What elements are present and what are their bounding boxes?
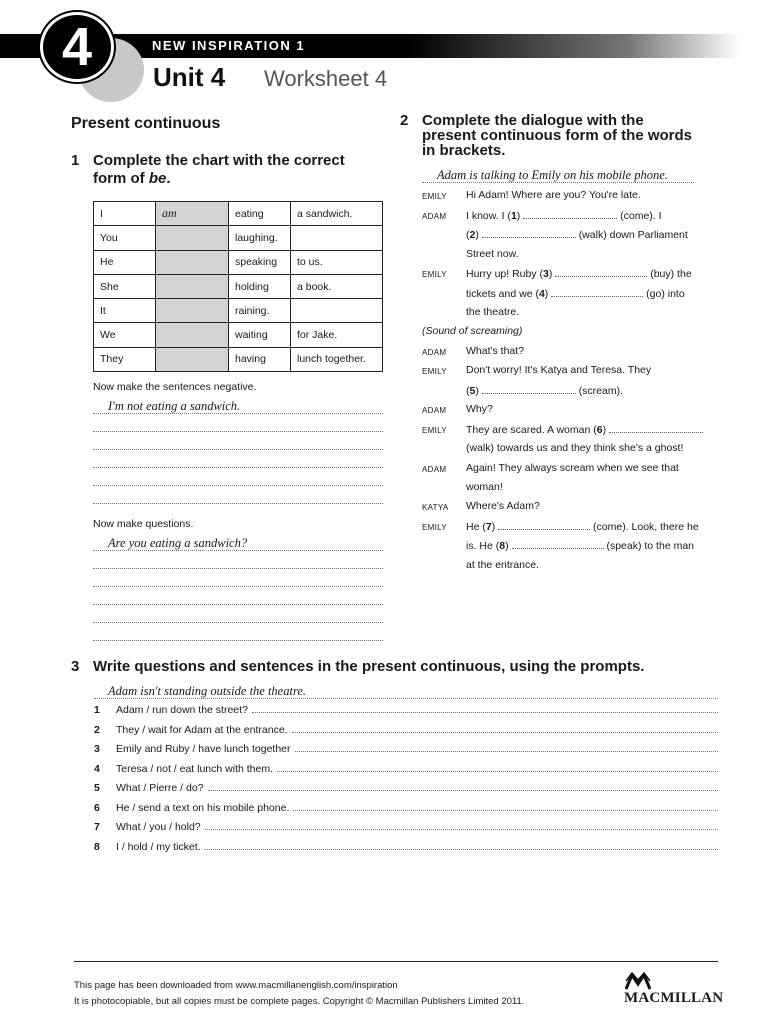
chart-be-cell[interactable] xyxy=(156,323,229,347)
answer-line[interactable] xyxy=(295,744,718,752)
gap-blank-3[interactable] xyxy=(555,267,647,277)
exercise2-instruction-text: Complete the dialogue with the present continuous form of the words in brackets. xyxy=(422,112,693,159)
dialogue-text: ) xyxy=(505,540,509,552)
chart-object-cell: lunch together. xyxy=(291,347,383,371)
example-underline xyxy=(94,698,718,699)
dialogue-text: (come). Look, there he xyxy=(593,521,699,533)
gap-blank-1[interactable] xyxy=(523,209,617,219)
exercise3-item xyxy=(94,802,718,814)
chart-be-cell[interactable] xyxy=(156,226,229,250)
exercise1-instruction xyxy=(71,152,351,188)
chart-be-cell[interactable] xyxy=(156,299,229,323)
dialogue-line xyxy=(466,520,699,533)
dialogue-line xyxy=(466,209,662,222)
dialogue-intro: Adam is talking to Emily on his mobile phone. xyxy=(437,168,668,182)
exercise1-instruction-suffix: . xyxy=(166,170,171,187)
speaker-label: ADAM xyxy=(422,465,447,474)
dialogue-line: Again! They always scream when we see that xyxy=(466,462,679,474)
chart-verb-cell: raining. xyxy=(229,299,291,323)
dialogue-text: I know. I ( xyxy=(466,210,511,222)
answer-line[interactable] xyxy=(252,705,718,713)
chart-row xyxy=(94,299,383,323)
item-prompt: I / hold / my ticket. xyxy=(116,840,201,853)
dialogue-text: (buy) the xyxy=(650,268,692,280)
chart-subject-cell: They xyxy=(94,347,156,371)
exercise3-item xyxy=(94,782,718,794)
gap-number: 7 xyxy=(485,521,492,533)
item-prompt: What / you / hold? xyxy=(116,821,201,833)
dialogue-text: is. He ( xyxy=(466,540,500,552)
chart-be-cell[interactable] xyxy=(156,250,229,274)
answer-line[interactable] xyxy=(93,586,383,587)
dialogue-text: (go) into xyxy=(646,288,685,300)
chart-object-cell: for Jake. xyxy=(291,323,383,347)
dialogue-text: ) xyxy=(475,385,479,397)
gap-blank-8[interactable] xyxy=(512,539,604,549)
dialogue-line: Don't worry! It's Katya and Teresa. They xyxy=(466,364,652,376)
dialogue-text: ( xyxy=(466,229,470,241)
gap-number: 3 xyxy=(543,268,549,280)
dialogue-text: ) xyxy=(475,229,479,241)
dialogue-text: ) xyxy=(544,288,549,300)
exercise3-instruction-text: Write questions and sentences in the present continuous, using the prompts. xyxy=(93,658,645,675)
speaker-label: EMILY xyxy=(422,523,447,532)
item-number: 6 xyxy=(94,801,100,814)
gap-blank-7[interactable] xyxy=(498,520,590,530)
dialogue-line: Hi Adam! Where are you? You're late. xyxy=(466,189,641,201)
gap-blank-2[interactable] xyxy=(482,228,576,238)
chart-object-cell: a book. xyxy=(291,274,383,298)
answer-line[interactable] xyxy=(293,803,718,811)
negative-instruction: Now make the sentences negative. xyxy=(93,381,257,393)
dialogue-line xyxy=(466,423,703,436)
speaker-label: ADAM xyxy=(422,348,447,357)
dialogue-text: ) xyxy=(602,424,607,436)
dialogue-line xyxy=(466,267,692,280)
exercise3-example: Adam isn't standing outside the theatre. xyxy=(108,684,307,698)
chart-object-cell: a sandwich. xyxy=(291,202,383,226)
chart-verb-cell: eating xyxy=(229,202,291,226)
dialogue-line xyxy=(466,228,688,241)
series-name: NEW INSPIRATION 1 xyxy=(152,38,306,53)
gap-number: 2 xyxy=(469,229,476,241)
gap-blank-4[interactable] xyxy=(551,287,643,297)
dialogue-text: ( xyxy=(466,385,470,397)
dialogue-text: ) xyxy=(548,268,553,280)
answer-line[interactable] xyxy=(93,413,383,414)
dialogue-text: (come). I xyxy=(620,210,662,222)
dialogue-line xyxy=(466,539,694,552)
exercise3-item xyxy=(94,821,718,833)
item-prompt: What / Pierre / do? xyxy=(116,782,204,794)
chart-subject-cell: You xyxy=(94,226,156,250)
answer-line[interactable] xyxy=(93,503,383,504)
gap-number: 1 xyxy=(510,210,517,222)
answer-line[interactable] xyxy=(93,431,383,432)
item-prompt: He / send a text on his mobile phone. xyxy=(116,801,290,814)
answer-line[interactable] xyxy=(93,568,383,569)
macmillan-logo-text: MACMILLAN xyxy=(624,990,724,1006)
questions-instruction: Now make questions. xyxy=(93,518,194,530)
questions-example: Are you eating a sandwich? xyxy=(108,536,248,550)
answer-line[interactable] xyxy=(205,822,718,830)
answer-line[interactable] xyxy=(93,622,383,623)
chart-verb-cell: waiting xyxy=(229,323,291,347)
exercise3-item xyxy=(94,724,718,736)
dialogue-text: ) xyxy=(491,521,496,533)
item-number: 2 xyxy=(94,723,100,736)
gap-number: 6 xyxy=(596,424,603,436)
answer-line[interactable] xyxy=(205,842,718,850)
unit-title: Unit 4 xyxy=(153,62,226,92)
dialogue-line: at the entrance. xyxy=(466,559,539,571)
chart-object-cell xyxy=(291,299,383,323)
item-number: 1 xyxy=(94,704,100,716)
chart-subject-cell: He xyxy=(94,250,156,274)
dialogue-text: (speak) to the man xyxy=(606,540,694,552)
exercise3-number: 3 xyxy=(71,658,80,675)
dialogue-text: They are scared. A woman ( xyxy=(466,424,597,436)
dialogue-text: He ( xyxy=(466,521,486,533)
speaker-label: ADAM xyxy=(422,406,447,415)
answer-line[interactable] xyxy=(93,604,383,605)
exercise2-number: 2 xyxy=(400,112,409,129)
dialogue-line: Street now. xyxy=(466,248,519,260)
exercise1-instruction-word: be xyxy=(148,170,167,187)
speaker-label: ADAM xyxy=(422,212,447,221)
dialogue-text: tickets and we ( xyxy=(466,288,539,300)
dialogue-line: (walk) towards us and they think she's a ghost! xyxy=(466,442,684,454)
exercise3-item xyxy=(94,743,718,755)
dialogue-text: ) xyxy=(516,210,521,222)
chart-verb-cell: having xyxy=(229,347,291,371)
exercise3-item xyxy=(94,841,718,853)
be-chart xyxy=(93,201,383,372)
item-number: 4 xyxy=(94,762,100,775)
answer-line[interactable] xyxy=(93,550,383,551)
exercise2-instruction xyxy=(400,113,700,158)
chart-verb-cell: holding xyxy=(229,274,291,298)
unit-number-badge: 4 xyxy=(40,12,114,82)
exercise1-number: 1 xyxy=(71,152,80,169)
section-title: Present continuous xyxy=(71,115,221,132)
chart-verb-cell: speaking xyxy=(229,250,291,274)
speaker-label: KATYA xyxy=(422,503,449,512)
stage-direction: (Sound of screaming) xyxy=(422,325,523,337)
exercise3-instruction xyxy=(71,658,731,675)
item-number: 7 xyxy=(94,821,100,833)
answer-line[interactable] xyxy=(208,783,718,791)
dialogue-line: Why? xyxy=(466,403,493,415)
dialogue-text: (walk) down Parliament xyxy=(578,229,688,241)
chart-subject-cell: It xyxy=(94,299,156,323)
intro-underline xyxy=(422,182,694,183)
macmillan-logo-icon xyxy=(625,972,651,990)
chart-object-cell xyxy=(291,226,383,250)
item-number: 3 xyxy=(94,743,100,755)
chart-verb-cell: laughing. xyxy=(229,226,291,250)
item-prompt: Emily and Ruby / have lunch together xyxy=(116,743,291,755)
dialogue-line: What's that? xyxy=(466,345,525,357)
chart-row xyxy=(94,250,383,274)
speaker-label: EMILY xyxy=(422,192,447,201)
footer-copyright: It is photocopiable, but all copies must be complete pages. Copyright © Macmillan Publishers Limited 2011. xyxy=(74,996,525,1007)
footer-rule xyxy=(74,961,718,962)
dialogue-line: the theatre. xyxy=(466,306,520,318)
dialogue-text: Hurry up! Ruby ( xyxy=(466,268,544,280)
exercise3-item xyxy=(94,704,718,716)
chart-subject-cell: We xyxy=(94,323,156,347)
chart-row xyxy=(94,323,383,347)
chart-be-cell[interactable]: am xyxy=(156,202,229,226)
dialogue-line: Where's Adam? xyxy=(466,500,540,512)
chart-subject-cell: She xyxy=(94,274,156,298)
chart-row xyxy=(94,202,383,226)
exercise3-item xyxy=(94,763,718,775)
worksheet-title: Worksheet 4 xyxy=(264,66,388,91)
chart-object-cell: to us. xyxy=(291,250,383,274)
dialogue-text: (scream). xyxy=(578,385,624,397)
gap-number: 4 xyxy=(538,288,545,300)
chart-row xyxy=(94,347,383,371)
item-prompt: They / wait for Adam at the entrance. xyxy=(116,723,288,736)
gap-blank-6[interactable] xyxy=(609,423,703,433)
speaker-label: EMILY xyxy=(422,367,447,376)
answer-line[interactable] xyxy=(277,764,718,772)
answer-line[interactable] xyxy=(292,725,718,733)
dialogue-line xyxy=(466,287,685,300)
chart-be-cell[interactable] xyxy=(156,347,229,371)
gap-blank-5[interactable] xyxy=(482,384,576,394)
chart-subject-cell: I xyxy=(94,202,156,226)
item-prompt: Teresa / not / eat lunch with them. xyxy=(116,762,273,775)
speaker-label: EMILY xyxy=(422,270,447,279)
answer-line[interactable] xyxy=(93,485,383,486)
footer-download-note: This page has been downloaded from www.macmillanenglish.com/inspiration xyxy=(74,980,398,991)
item-prompt: Adam / run down the street? xyxy=(116,704,248,716)
gap-number: 8 xyxy=(499,540,506,552)
dialogue-line xyxy=(466,384,623,397)
chart-row xyxy=(94,274,383,298)
negative-example: I'm not eating a sandwich. xyxy=(108,399,241,413)
answer-line[interactable] xyxy=(93,640,383,641)
answer-line[interactable] xyxy=(93,449,383,450)
dialogue-line: woman! xyxy=(466,481,503,493)
answer-line[interactable] xyxy=(93,467,383,468)
gap-number: 5 xyxy=(469,385,476,397)
chart-row xyxy=(94,226,383,250)
exercise1-instruction-text: Complete the chart with the correct form of xyxy=(93,152,345,187)
item-number: 8 xyxy=(94,840,100,853)
item-number: 5 xyxy=(94,782,100,794)
chart-be-cell[interactable] xyxy=(156,274,229,298)
speaker-label: EMILY xyxy=(422,426,447,435)
